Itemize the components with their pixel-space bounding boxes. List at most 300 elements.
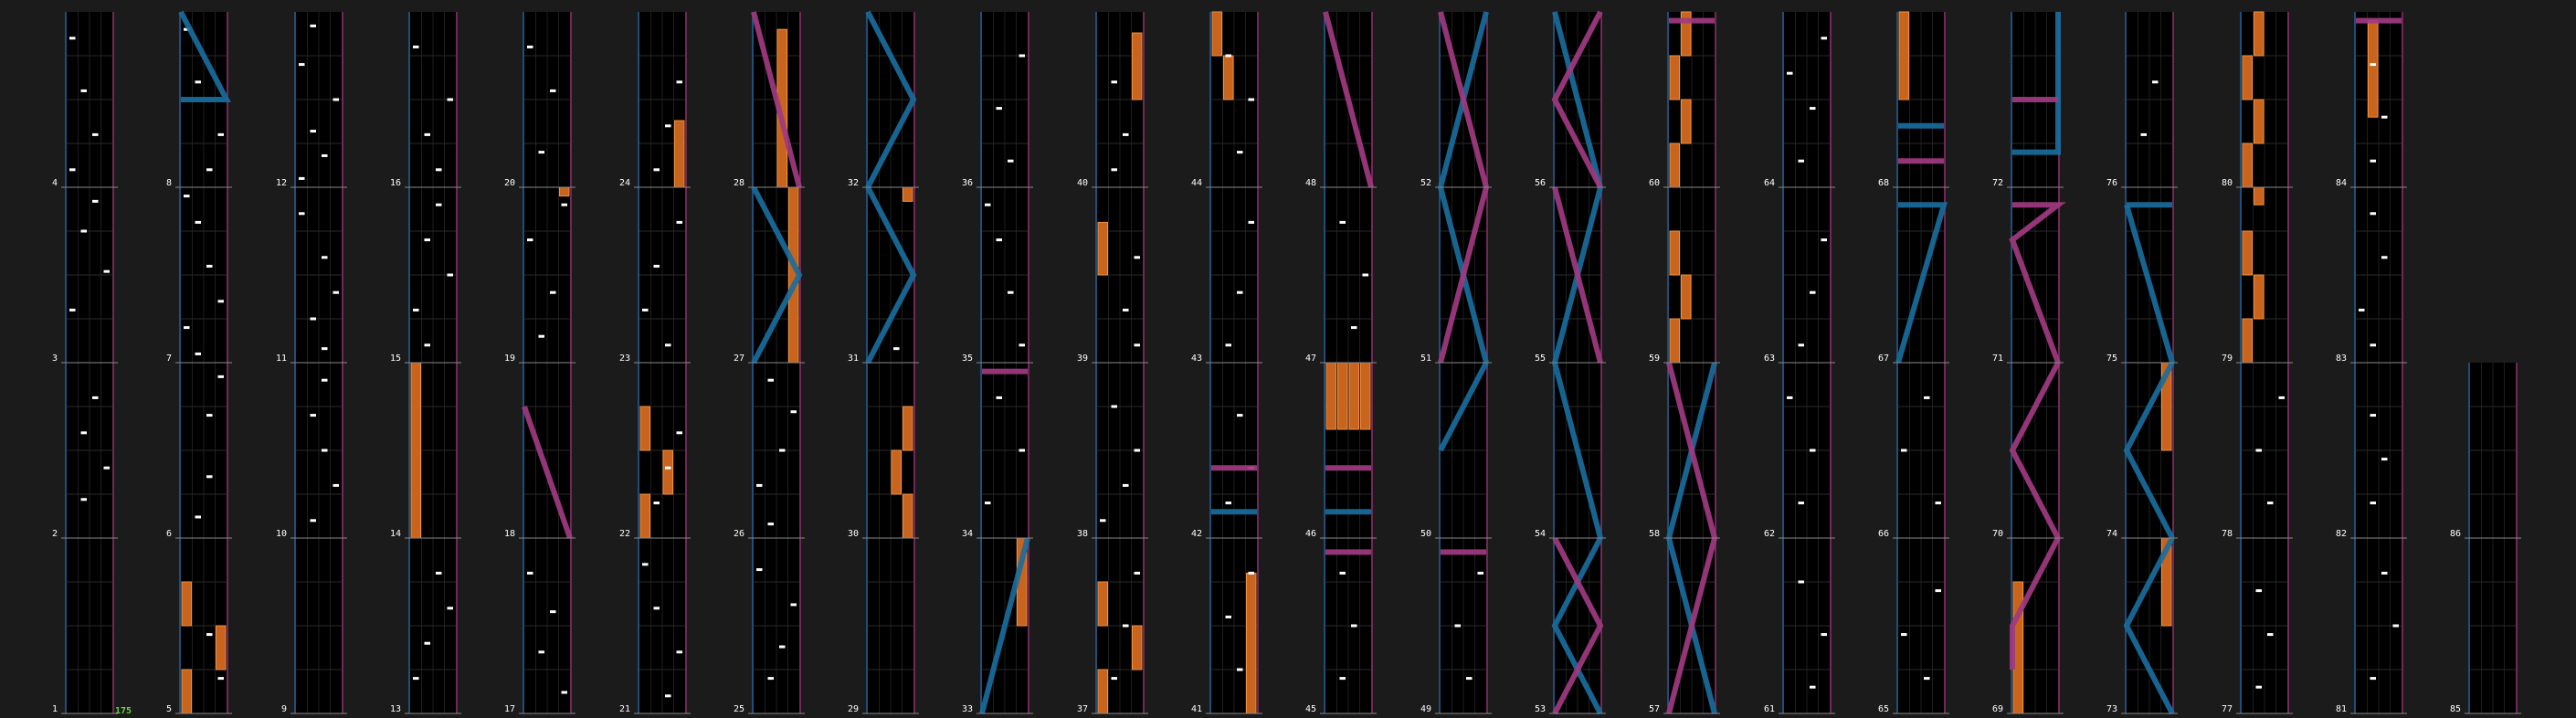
hold-note [1349,363,1359,429]
tap-note [1799,160,1805,163]
measure-number: 18 [503,529,515,539]
measure-number: 73 [2106,704,2117,714]
measure-number: 26 [733,529,744,539]
measure-number: 69 [1991,704,2003,714]
hold-note [1670,319,1680,363]
tap-note [1936,589,1942,592]
measure-number: 51 [1420,354,1431,364]
tap-note [436,168,442,171]
tap-note [527,46,533,48]
tap-note [1237,291,1243,294]
tap-note [562,691,568,693]
tap-note [562,204,568,206]
tap-note [665,694,671,697]
measure-number: 56 [1534,178,1546,188]
tap-note [1924,677,1930,680]
measure-number: 41 [1190,704,1202,714]
hold-note [1224,56,1234,100]
tap-note [425,238,431,241]
tap-note [997,238,1003,241]
hold-note [892,450,902,494]
hold-note [1133,33,1143,100]
tap-note [206,475,213,478]
tap-note [104,270,111,273]
measure-number: 29 [847,704,859,714]
tap-note [642,563,649,565]
hold-note [1098,222,1108,275]
tap-note [1478,572,1484,575]
tap-note [1810,291,1816,294]
measure-number: 63 [1763,354,1775,364]
tap-note [333,484,340,487]
hold-note [1098,670,1108,713]
tap-note [184,326,190,329]
tap-note [985,502,991,504]
tap-note [1340,221,1346,224]
tap-note [791,410,797,413]
tap-note [2141,133,2148,136]
tap-note [413,46,419,48]
tap-note [768,523,775,525]
measure-number: 22 [618,529,630,539]
tap-note [333,99,340,101]
tap-note [2370,414,2377,417]
tap-note [997,107,1003,110]
tap-note [448,607,454,609]
tap-note [322,256,328,259]
tap-note [218,677,225,680]
measure-number: 42 [1190,529,1202,539]
measure-number: 39 [1076,354,1088,364]
measure-number: 46 [1304,529,1316,539]
tap-note [1112,168,1118,171]
tap-note [69,168,76,171]
measure-number: 79 [2221,354,2233,364]
measure-number: 82 [2335,529,2347,539]
tap-note [92,133,99,136]
measure-number: 76 [2106,178,2117,188]
measure-number: 12 [275,178,287,188]
tap-note [893,347,900,350]
measure-number: 83 [2335,354,2347,364]
tap-note [2370,677,2377,680]
tap-note [299,212,305,215]
tap-note [2267,502,2274,504]
tap-note [218,375,225,378]
tap-note [1135,572,1141,575]
tap-note [2370,343,2377,346]
tap-note [425,133,431,136]
tap-note [1799,343,1805,346]
tap-note [81,431,88,434]
tap-note [1112,406,1118,408]
tap-note [677,431,683,434]
hold-note [1133,626,1143,670]
tap-note [539,650,545,653]
tap-note [2381,256,2388,259]
measure-number: 75 [2106,354,2117,364]
tap-note [1019,55,1026,58]
hold-note [560,187,570,196]
tap-note [1123,625,1129,628]
measure-number: 13 [389,704,401,714]
tap-note [2152,80,2159,83]
tap-note [436,572,442,575]
tap-note [448,274,454,277]
tap-note [665,124,671,127]
tap-note [677,221,683,224]
tap-note [1810,107,1816,110]
tap-note [1821,37,1828,39]
measure-number: 10 [275,529,287,539]
hold-note [2254,12,2265,56]
tap-note [299,63,305,66]
tap-note [104,467,111,470]
tap-note [1799,581,1805,584]
tap-note [195,515,202,518]
measure-number: 20 [503,178,515,188]
tap-note [550,291,556,294]
measure-number: 71 [1991,354,2003,364]
hold-note [1247,573,1257,713]
tap-note [299,177,305,180]
tap-note [1936,502,1942,504]
tap-note [1810,686,1816,689]
tap-note [92,396,99,399]
measure-number: 67 [1877,354,1889,364]
hold-note [2254,100,2265,143]
tap-note [1249,572,1255,575]
tap-note [1351,326,1357,329]
tap-note [425,343,431,346]
tap-note [81,230,88,233]
tap-note [1249,221,1255,224]
tap-note [1019,449,1026,452]
tap-note [218,300,225,302]
measure-number: 24 [618,178,630,188]
measure-number: 21 [618,704,630,714]
measure-number: 57 [1648,704,1660,714]
tap-note [1226,343,1232,346]
tap-note [1226,55,1232,58]
tap-note [779,646,786,649]
measure-number: 85 [2449,704,2461,714]
measure-number: 14 [389,529,401,539]
tap-note [1123,133,1129,136]
measure-number: 48 [1304,178,1316,188]
measure-number: 62 [1763,529,1775,539]
hold-note [2254,187,2265,205]
measure-number: 55 [1534,354,1546,364]
tap-note [69,37,76,39]
measure-number: 61 [1763,704,1775,714]
hold-note [1338,363,1348,429]
hold-note [640,407,650,450]
measure-number: 52 [1420,178,1431,188]
measure-number: 5 [165,704,172,714]
measure-number: 70 [1991,529,2003,539]
measure-number: 34 [961,529,973,539]
hold-note [182,582,192,626]
hold-note [903,187,913,201]
measure-number: 8 [165,178,172,188]
tap-note [1351,625,1357,628]
tap-note [1810,449,1816,452]
tap-note [1237,669,1243,671]
measure-number: 54 [1534,529,1546,539]
tap-note [195,80,202,83]
tap-note [206,265,213,268]
measure-number: 28 [733,178,744,188]
measure-number: 1 [51,704,58,714]
hold-note [216,626,227,670]
hold-note [675,121,685,187]
measure-number: 81 [2335,704,2347,714]
measure-number: 60 [1648,178,1660,188]
tap-note [2256,589,2263,592]
measure-number: 2 [51,529,58,539]
measure-number: 35 [961,354,973,364]
tap-note [1821,238,1828,241]
tap-note [997,396,1003,399]
tap-note [311,318,317,321]
tap-note [1019,343,1026,346]
tap-note [1821,633,1828,636]
tap-note [665,343,671,346]
hold-note [2254,275,2265,319]
tap-note [539,151,545,153]
measure-number: 86 [2449,529,2461,539]
hold-note [1361,363,1371,429]
bpm-label: 175 [115,706,132,716]
tap-note [654,265,660,268]
tap-note [2279,396,2286,399]
measure-number: 58 [1648,529,1660,539]
tap-note [756,484,763,487]
tap-note [311,130,317,132]
tap-note [1226,502,1232,504]
tap-note [1123,309,1129,311]
tap-note [1787,72,1793,75]
measure-number: 7 [165,354,172,364]
tap-note [1135,449,1141,452]
measure-number: 32 [847,178,859,188]
hold-note [1098,582,1108,626]
measure-number: 27 [733,354,744,364]
measure-number: 30 [847,529,859,539]
tap-note [2370,502,2377,504]
tap-note [413,309,419,311]
measure-number: 78 [2221,529,2233,539]
hold-note [903,407,913,450]
tap-note [527,238,533,241]
measure-number: 16 [389,178,401,188]
measure-number: 11 [275,354,287,364]
measure-number: 37 [1076,704,1088,714]
hold-note [2243,319,2253,363]
tap-note [2381,116,2388,119]
tap-note [1901,633,1907,636]
hold-note [1326,363,1336,429]
measure-number: 45 [1304,704,1316,714]
tap-note [550,90,556,92]
tap-note [184,195,190,197]
hold-note [1682,275,1692,319]
tap-note [2381,458,2388,460]
measure-number: 74 [2106,529,2117,539]
tap-note [206,633,213,636]
measure-number: 50 [1420,529,1431,539]
tap-note [677,80,683,83]
tap-note [642,309,649,311]
tap-note [195,221,202,224]
measure-number: 59 [1648,354,1660,364]
measure-number: 80 [2221,178,2233,188]
tap-note [92,200,99,203]
tap-note [779,449,786,452]
tap-note [1799,502,1805,504]
tap-note [1455,625,1462,628]
tap-note [2370,63,2377,66]
measure-number: 33 [961,704,973,714]
hold-note [1670,231,1680,275]
tap-note [218,133,225,136]
tap-note [1249,99,1255,101]
measure-number: 44 [1190,178,1202,188]
measure-number: 65 [1877,704,1889,714]
tap-note [1924,396,1930,399]
tap-note [1100,519,1106,522]
measure-number: 31 [847,354,859,364]
tap-note [448,99,454,101]
tap-note [1340,677,1346,680]
measure-number: 36 [961,178,973,188]
tap-note [2381,572,2388,575]
measure-number: 4 [51,178,58,188]
tap-note [311,25,317,27]
measure-number: 15 [389,354,401,364]
hold-note [2369,21,2379,118]
tap-note [1237,151,1243,153]
tap-note [322,449,328,452]
tap-note [1901,449,1907,452]
tap-note [1112,677,1118,680]
measure-number: 47 [1304,354,1316,364]
tap-note [756,568,763,571]
measure-number: 43 [1190,354,1202,364]
tap-note [654,168,660,171]
tap-note [436,204,442,206]
tap-note [2256,686,2263,689]
measure-number: 40 [1076,178,1088,188]
measure-number: 17 [503,704,515,714]
measure-number: 38 [1076,529,1088,539]
hold-note [663,450,673,494]
tap-note [322,347,328,350]
hold-note [1682,100,1692,143]
measure-number: 19 [503,354,515,364]
tap-note [1363,274,1369,277]
measure-number: 84 [2335,178,2347,188]
tap-note [1226,616,1232,618]
hold-note [1670,143,1680,187]
tap-note [195,353,202,355]
hold-note [1212,12,1222,56]
tap-note [2267,633,2274,636]
tap-note [206,168,213,171]
tap-note [69,309,76,311]
tap-note [1112,80,1118,83]
hold-note [2243,231,2253,275]
tap-note [2393,625,2400,628]
measure-number: 9 [280,704,287,714]
hold-note [640,494,650,538]
tap-note [791,603,797,606]
tap-note [654,502,660,504]
tap-note [665,467,671,470]
measure-number: 3 [51,354,58,364]
tap-note [81,90,88,92]
tap-note [1340,572,1346,575]
tap-note [550,610,556,613]
tap-note [322,154,328,157]
tap-note [768,677,775,680]
hold-note [903,494,913,538]
tap-note [1466,677,1473,680]
tap-note [677,650,683,653]
tap-note [985,204,991,206]
tap-note [768,379,775,382]
tap-note [206,414,213,417]
measure-number: 53 [1534,704,1546,714]
tap-note [2370,212,2377,215]
measure-number: 64 [1763,178,1775,188]
hold-note [411,363,421,538]
tap-note [1123,484,1129,487]
measure-number: 49 [1420,704,1431,714]
tap-note [1135,343,1141,346]
tap-note [322,379,328,382]
tap-note [1237,414,1243,417]
tap-note [311,519,317,522]
tap-note [2370,160,2377,163]
tap-note [527,572,533,575]
tap-note [333,291,340,294]
measure-number: 77 [2221,704,2233,714]
tap-note [425,642,431,645]
measure-number: 23 [618,354,630,364]
measure-number: 6 [165,529,172,539]
measure-number: 68 [1877,178,1889,188]
tap-note [413,677,419,680]
tap-note [81,498,88,501]
tap-note [539,335,545,338]
hold-note [2243,143,2253,187]
measure-number: 66 [1877,529,1889,539]
hold-note [1899,12,1909,100]
hold-note [182,670,192,713]
tap-note [1135,256,1141,259]
tap-note [1008,291,1014,294]
measure-number: 72 [1991,178,2003,188]
tap-note [654,607,660,609]
tap-note [2359,309,2365,311]
tap-note [2256,449,2263,452]
tap-note [1008,160,1014,163]
hold-note [1670,56,1680,100]
hold-note [2243,56,2253,100]
tap-note [1787,396,1793,399]
